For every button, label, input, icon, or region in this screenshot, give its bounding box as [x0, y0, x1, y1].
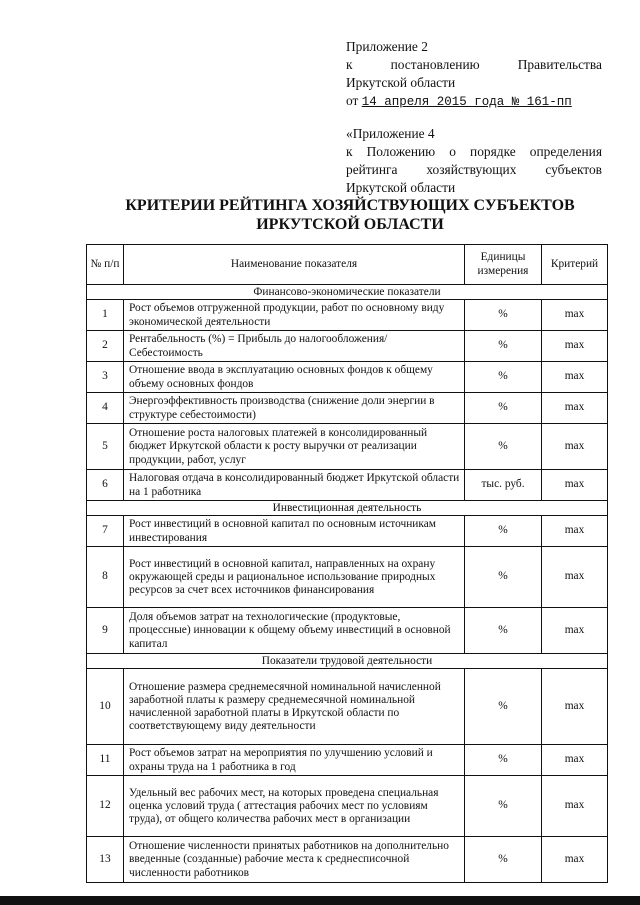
row-criterion: max [542, 745, 608, 776]
row-number: 12 [87, 776, 124, 837]
table-row [87, 393, 608, 424]
section-title: Инвестиционная деятельность [87, 501, 608, 516]
criteria-body [87, 285, 608, 883]
row-indicator-name: Рост инвестиций в основной капитал по основным источникам инвестирования [124, 516, 465, 547]
header-criterion: Критерий [542, 245, 608, 285]
section-row [87, 654, 608, 669]
table-row [87, 547, 608, 608]
table-row [87, 300, 608, 331]
row-indicator-name: Рост объемов затрат на мероприятия по улучшению условий и охраны труда на 1 работника в год [124, 745, 465, 776]
row-indicator-name: Доля объемов затрат на технологические (продуктовые, процессные) инновации к общему объему инвестиций в основной капитал [124, 608, 465, 654]
table-row [87, 669, 608, 745]
row-indicator-name: Отношение роста налоговых платежей в консолидированный бюджет Иркутской области к росту выручки от реализации продукции, работ, услуг [124, 424, 465, 470]
header-unit: Единицы измерения [465, 245, 542, 285]
row-criterion: max [542, 516, 608, 547]
row-unit: % [465, 300, 542, 331]
row-number: 13 [87, 837, 124, 883]
row-indicator-name: Рост инвестиций в основной капитал, направленных на охрану окружающей среды и рациональное использование природных ресурсов за счет всех источников финансирования [124, 547, 465, 608]
row-indicator-name: Энергоэффективность производства (снижение доли энергии в структуре себестоимости) [124, 393, 465, 424]
row-number: 4 [87, 393, 124, 424]
section-title: Показатели трудовой деятельности [87, 654, 608, 669]
row-unit: % [465, 776, 542, 837]
date-prefix: от [346, 93, 359, 108]
table-row [87, 776, 608, 837]
row-unit: % [465, 331, 542, 362]
appendix-4-label: «Приложение 4 [346, 126, 435, 141]
row-unit: % [465, 393, 542, 424]
appendix-header [346, 38, 602, 111]
section-row [87, 285, 608, 300]
document-title [0, 196, 640, 234]
title-line-2: ИРКУТСКОЙ ОБЛАСТИ [256, 216, 444, 233]
row-number: 5 [87, 424, 124, 470]
row-indicator-name: Рост объемов отгруженной продукции, работ по основному виду экономической деятельности [124, 300, 465, 331]
row-number: 3 [87, 362, 124, 393]
row-unit: % [465, 424, 542, 470]
section-row [87, 501, 608, 516]
table-row [87, 362, 608, 393]
table-row [87, 331, 608, 362]
appendix-4-header [346, 125, 602, 197]
table-row [87, 608, 608, 654]
row-indicator-name: Отношение численности принятых работников на дополнительно введенные (созданные) рабочие места к среднесписочной численности работников [124, 837, 465, 883]
decree-date: 14 апреля 2015 года № 161-пп [361, 95, 572, 109]
table-header-row [87, 245, 608, 285]
row-indicator-name: Удельный вес рабочих мест, на которых проведена специальная оценка условий труда ( аттестация рабочих мест по условиям труда), от общего количества рабочих мест в организации [124, 776, 465, 837]
row-unit: % [465, 608, 542, 654]
appendix-label: Приложение 2 [346, 39, 428, 54]
row-criterion: max [542, 837, 608, 883]
row-number: 6 [87, 470, 124, 501]
row-unit: % [465, 516, 542, 547]
title-line-1: КРИТЕРИИ РЕЙТИНГА ХОЗЯЙСТВУЮЩИХ СУБЪЕКТОВ [125, 197, 575, 214]
row-number: 9 [87, 608, 124, 654]
row-criterion: max [542, 393, 608, 424]
row-criterion: max [542, 424, 608, 470]
row-unit: % [465, 547, 542, 608]
row-criterion: max [542, 669, 608, 745]
row-criterion: max [542, 362, 608, 393]
row-indicator-name: Отношение ввода в эксплуатацию основных фондов к общему объему основных фондов [124, 362, 465, 393]
row-unit: % [465, 837, 542, 883]
header-num: № п/п [87, 245, 124, 285]
appendix-decree: к постановлению Правительства [346, 57, 602, 72]
row-criterion: max [542, 776, 608, 837]
row-unit: % [465, 669, 542, 745]
header-name: Наименование показателя [124, 245, 465, 285]
row-number: 8 [87, 547, 124, 608]
appendix-date-line [346, 92, 602, 111]
row-number: 11 [87, 745, 124, 776]
row-unit: тыс. руб. [465, 470, 542, 501]
appendix-4-rating: рейтинга хозяйствующих субъектов [346, 162, 602, 177]
table-row [87, 837, 608, 883]
table-row [87, 470, 608, 501]
appendix-region: Иркутской области [346, 75, 456, 90]
appendix-4-regulation: к Положению о порядке определения [346, 144, 602, 159]
row-criterion: max [542, 547, 608, 608]
row-number: 1 [87, 300, 124, 331]
table-row [87, 424, 608, 470]
row-indicator-name: Налоговая отдача в консолидированный бюджет Иркутской области на 1 работника [124, 470, 465, 501]
row-number: 7 [87, 516, 124, 547]
row-criterion: max [542, 608, 608, 654]
table-row [87, 745, 608, 776]
appendix-4-region: Иркутской области [346, 180, 456, 195]
row-number: 2 [87, 331, 124, 362]
row-unit: % [465, 362, 542, 393]
row-indicator-name: Отношение размера среднемесячной номинальной начисленной заработной платы к размеру среднемесячной номинальной начисленной заработной платы в Иркутской области по соответствующему виду деятельности [124, 669, 465, 745]
row-number: 10 [87, 669, 124, 745]
row-criterion: max [542, 331, 608, 362]
row-indicator-name: Рентабельность (%) = Прибыль до налогообложения/Себестоимость [124, 331, 465, 362]
table-row [87, 516, 608, 547]
section-title: Финансово-экономические показатели [87, 285, 608, 300]
row-criterion: max [542, 470, 608, 501]
scan-bottom-edge [0, 896, 640, 905]
row-unit: % [465, 745, 542, 776]
criteria-table [86, 244, 608, 883]
row-criterion: max [542, 300, 608, 331]
